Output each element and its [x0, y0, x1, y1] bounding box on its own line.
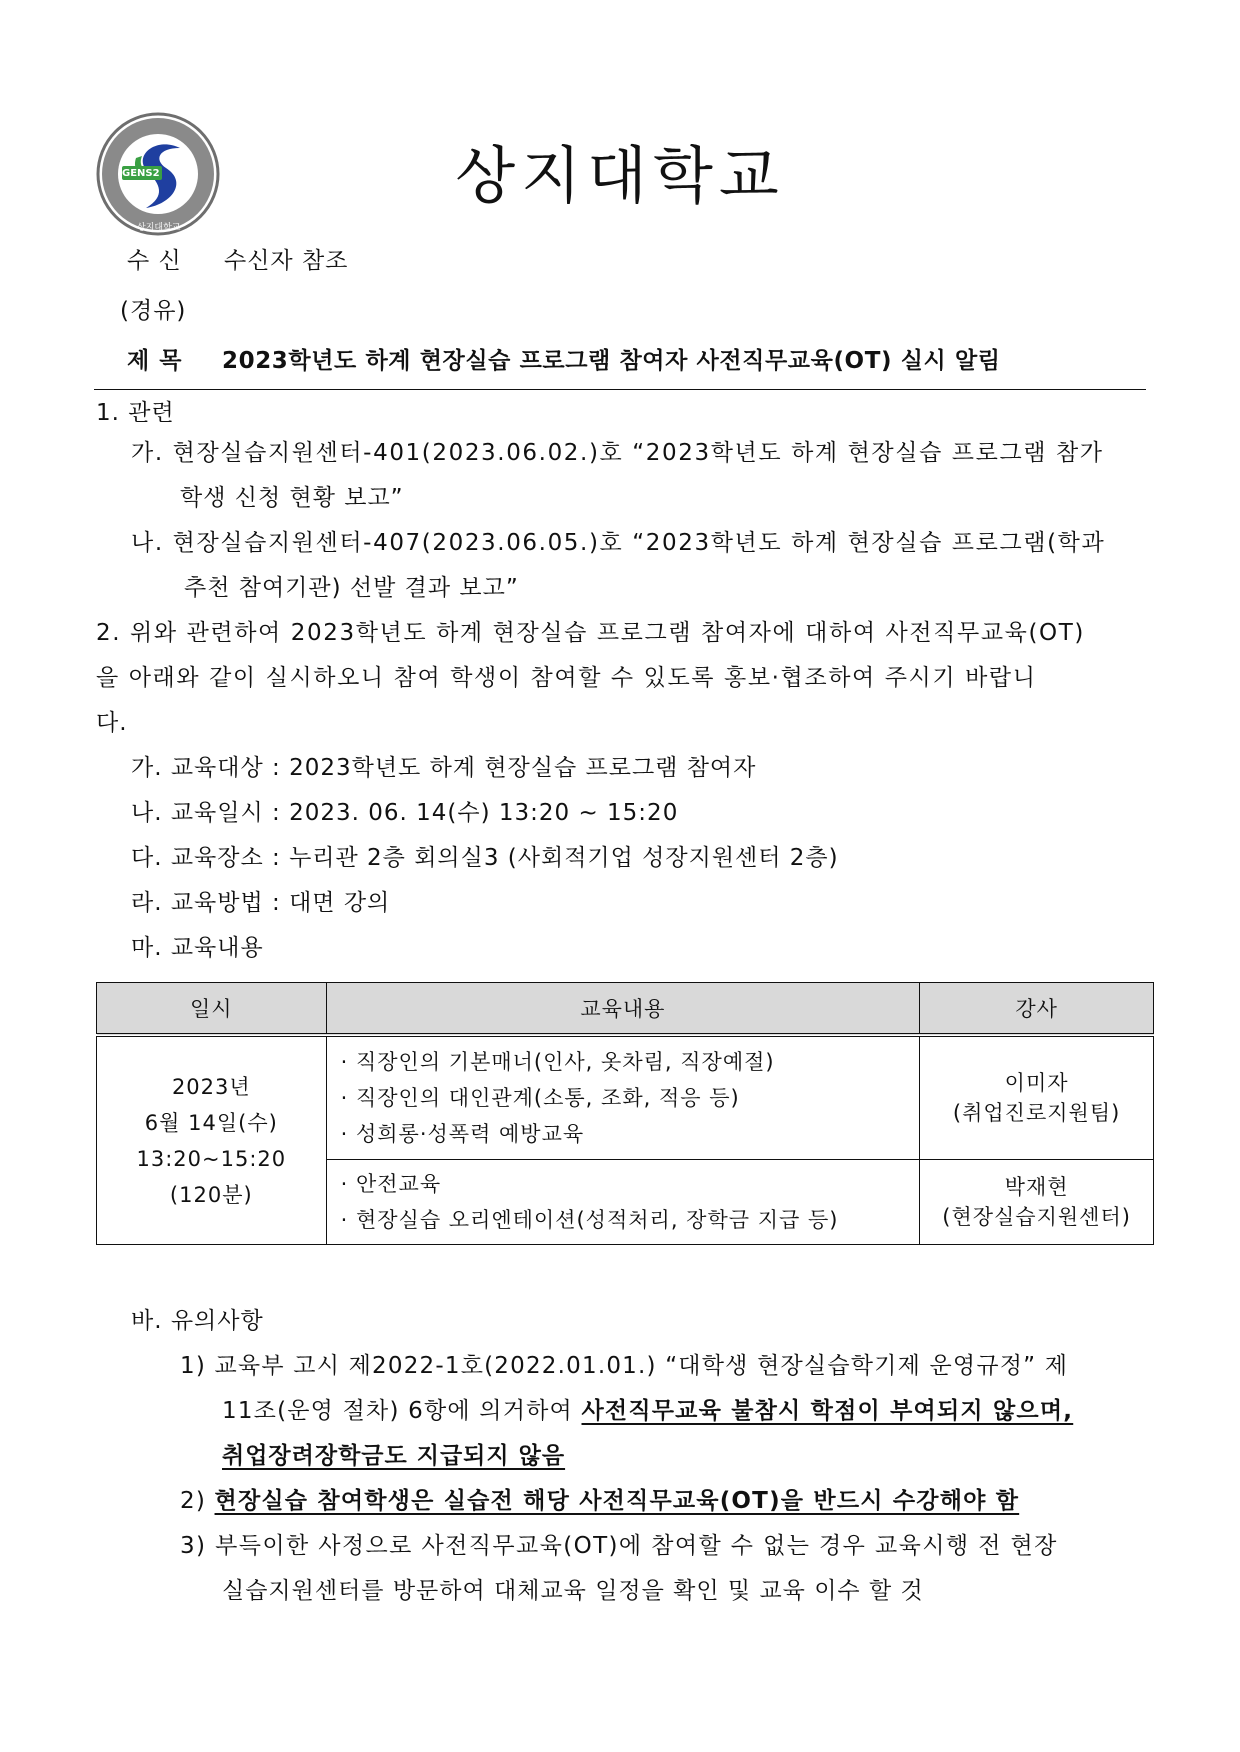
note-2-emphasis: 현장실습 참여학생은 실습전 해당 사전직무교육(OT)을 반드시 수강해야 함 — [214, 1488, 1020, 1514]
content-line: · 성희롱·성폭력 예방교육 — [340, 1122, 585, 1146]
section-1-b-line2: 추천 참여기관) 선발 결과 보고” — [184, 575, 519, 601]
note-2-number: 2) — [180, 1488, 215, 1514]
table-header-row — [97, 983, 1154, 1036]
date-year: 2023년 — [171, 1074, 251, 1099]
location-item: 다. 교육장소 : 누리관 2층 회의실3 (사회적기업 성장지원센터 2층) — [131, 845, 839, 871]
content-cell — [326, 1035, 920, 1160]
schedule-date-cell — [97, 1035, 327, 1245]
logo-ring-text — [100, 62, 101, 63]
note-1-plain: 11조(운영 절차) 6항에 의거하여 — [222, 1398, 582, 1424]
subject-label: 제 목 — [127, 348, 183, 374]
institution-title: 상지대학교 — [455, 139, 785, 212]
notes-heading: 바. 유의사항 — [131, 1308, 264, 1334]
via-label: (경유) — [120, 298, 187, 324]
method-item: 라. 교육방법 : 대면 강의 — [131, 890, 391, 916]
section-1-heading: 1. 관련 — [96, 400, 175, 426]
note-3-line1: 3) 부득이한 사정으로 사전직무교육(OT)에 참여할 수 없는 경우 교육시행 전 현장 — [180, 1533, 1058, 1559]
logo-inner-text: GENS2 — [122, 168, 160, 179]
note-1-emphasis-cont: 취업장려장학금도 지급되지 않음 — [222, 1443, 566, 1469]
content-cell — [326, 1160, 920, 1245]
content-item: 마. 교육내용 — [131, 935, 264, 961]
content-line: · 직장인의 대인관계(소통, 조화, 적응 등) — [340, 1086, 740, 1110]
content-line: · 직장인의 기본매너(인사, 옷차림, 직장예절) — [340, 1050, 775, 1074]
note-3-line2: 실습지원센터를 방문하여 대체교육 일정을 확인 및 교육 이수 할 것 — [222, 1578, 924, 1604]
content-line: · 안전교육 — [340, 1172, 442, 1196]
recipient-label: 수 신 — [127, 248, 182, 274]
section-2-line1: 2. 위와 관련하여 2023학년도 하계 현장실습 프로그램 참여자에 대하여 사전직무교육(OT) — [96, 620, 1085, 646]
datetime-item: 나. 교육일시 : 2023. 06. 14(수) 13:20 ~ 15:20 — [131, 800, 679, 826]
note-1-line3 — [222, 1441, 565, 1471]
note-1-line2 — [222, 1396, 1073, 1426]
target-item: 가. 교육대상 : 2023학년도 하계 현장실습 프로그램 참여자 — [131, 755, 757, 781]
subject-value: 2023학년도 하계 현장실습 프로그램 참여자 사전직무교육(OT) 실시 알림 — [222, 348, 1001, 374]
date-time: 13:20~15:20 — [136, 1146, 287, 1171]
instructor-cell — [920, 1160, 1154, 1245]
section-2-line3: 다. — [96, 710, 128, 736]
header-content: 교육내용 — [326, 983, 920, 1036]
header-divider — [94, 389, 1146, 390]
instructor-name: 이미자 — [1004, 1071, 1069, 1095]
header-date: 일시 — [97, 983, 327, 1036]
note-1-emphasis: 사전직무교육 불참시 학점이 부여되지 않으며, — [581, 1398, 1074, 1424]
recipient-value: 수신자 참조 — [224, 248, 349, 274]
header-instructor: 강사 — [920, 983, 1154, 1036]
instructor-name: 박재현 — [1004, 1175, 1069, 1199]
table-row — [97, 1035, 1154, 1160]
section-1-a-line2: 학생 신청 현황 보고” — [180, 485, 404, 511]
note-2 — [180, 1486, 1019, 1516]
logo-bottom-text: 상지대학교 — [137, 223, 181, 233]
section-1-a-line1: 가. 현장실습지원센터-401(2023.06.02.)호 “2023학년도 하계 현장실습 프로그램 참가 — [131, 440, 1104, 466]
date-duration: (120분) — [169, 1182, 253, 1207]
instructor-dept: (취업진로지원팀) — [952, 1101, 1121, 1125]
date-day: 6월 14일(수) — [144, 1110, 278, 1135]
content-line: · 현장실습 오리엔테이션(성적처리, 장학금 지급 등) — [340, 1208, 839, 1232]
section-2-line2: 을 아래와 같이 실시하오니 참여 학생이 참여할 수 있도록 홍보·협조하여 주시기 바랍니 — [96, 665, 1037, 691]
education-schedule-table — [96, 982, 1154, 1245]
instructor-cell — [920, 1035, 1154, 1160]
note-1-line1: 1) 교육부 고시 제2022-1호(2022.01.01.) “대학생 현장실습학기제 운영규정” 제 — [180, 1353, 1069, 1379]
instructor-dept: (현장실습지원센터) — [942, 1205, 1131, 1229]
section-1-b-line1: 나. 현장실습지원센터-407(2023.06.05.)호 “2023학년도 하계 현장실습 프로그램(학과 — [131, 530, 1106, 556]
